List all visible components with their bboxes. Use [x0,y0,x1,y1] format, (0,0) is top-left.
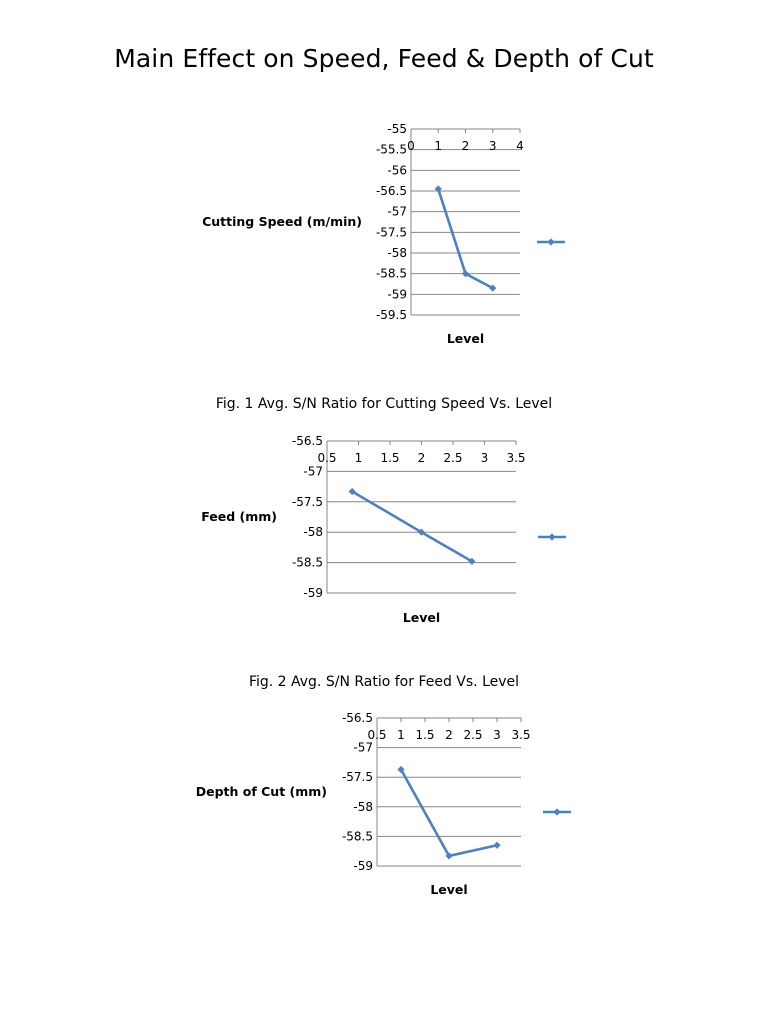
y-tick-label: -57 [303,464,323,479]
x-axis-label: Level [446,331,485,346]
y-tick-label: -58 [387,246,407,260]
y-tick-label: -59 [303,586,323,600]
y-tick-label: -59.5 [375,308,407,322]
x-tick-label: 0.5 [317,451,337,465]
x-tick-label: 1.5 [380,451,400,465]
y-tick-label: -58 [353,799,373,814]
y-tick-label: -56.5 [341,711,373,725]
y-tick-label: -56.5 [291,434,323,448]
legend-swatch-marker [548,533,555,540]
x-tick-label: 1.5 [415,728,435,742]
x-tick-label: 1 [354,451,363,465]
y-axis-label: Feed (mm) [201,509,277,524]
y-tick-label: -57.5 [291,494,323,509]
y-tick-label: -56 [387,163,407,178]
y-tick-label: -59 [353,859,373,873]
x-tick-label: 2.5 [443,451,463,465]
y-tick-label: -57 [353,740,373,755]
legend-swatch-marker [547,238,554,245]
y-tick-label: -58.5 [291,555,323,570]
y-axis-label: Depth of Cut (mm) [195,784,327,799]
y-tick-label: -59 [387,287,407,302]
figure-caption-1: Fig. 1 Avg. S/N Ratio for Cutting Speed Vs. Level [215,396,553,412]
x-tick-label: 0.5 [367,728,387,742]
x-tick-label: 3 [480,451,489,465]
x-tick-label: 3 [493,728,501,742]
x-tick-label: 0 [407,139,415,153]
x-axis-label: Level [402,610,441,625]
x-tick-label: 4 [516,139,524,153]
x-tick-label: 3 [488,139,497,153]
legend-swatch-marker [553,808,560,815]
page-title: Main Effect on Speed, Feed & Depth of Cut [114,44,654,73]
x-tick-label: 3.5 [506,451,526,465]
x-tick-label: 2.5 [463,728,483,742]
y-tick-label: -56.5 [375,184,407,198]
chart-2 [201,434,566,625]
y-tick-label: -57.5 [375,225,407,240]
y-tick-label: -58.5 [341,829,373,844]
y-tick-label: -57 [387,204,407,219]
x-tick-label: 1 [397,728,405,742]
series-line [401,770,497,856]
y-tick-label: -57.5 [341,770,373,785]
x-tick-label: 2 [445,728,453,742]
x-tick-label: 2 [461,139,470,153]
y-tick-label: -55 [387,122,407,136]
y-tick-label: -58 [303,525,323,540]
data-point [493,842,500,849]
x-tick-label: 3.5 [511,728,531,742]
x-tick-label: 1 [434,139,443,153]
figure-caption-2: Fig. 2 Avg. S/N Ratio for Feed Vs. Level [248,674,520,690]
y-tick-label: -55.5 [375,142,407,157]
chart-1 [202,122,565,346]
x-axis-label: Level [430,882,468,897]
y-axis-label: Cutting Speed (m/min) [202,214,362,229]
chart-3 [196,711,571,897]
y-tick-label: -58.5 [375,266,407,281]
x-tick-label: 2 [417,451,426,465]
